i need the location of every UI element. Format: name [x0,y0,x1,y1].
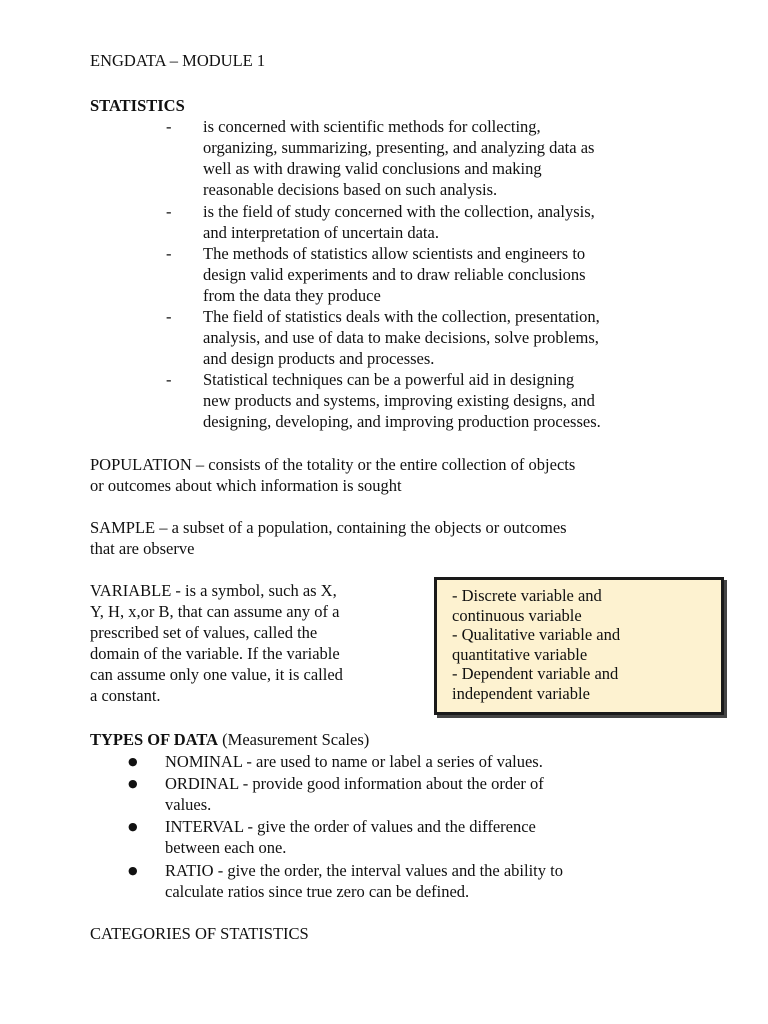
text-line: values. [165,795,212,814]
dash-marker: - [166,202,172,221]
dash-marker: - [166,307,172,326]
callout-line: continuous variable [452,605,582,625]
text-line: between each one. [165,838,287,857]
text-line: NOMINAL - are used to name or label a series of values. [165,752,543,771]
text-line: a constant. [90,686,161,705]
text-line: VARIABLE - is a symbol, such as X, [90,581,337,600]
bullet-icon: ● [128,755,138,768]
statistics-item-text [203,243,713,306]
text-line: new products and systems, improving existing designs, and [203,391,595,410]
variable-types-callout [434,577,724,715]
variable-definition [90,580,420,706]
text-line: is the field of study concerned with the collection, analysis, [203,202,595,221]
text-line: that are observe [90,539,195,558]
text-line: analysis, and use of data to make decisions, solve problems, [203,328,599,347]
bullet-text [165,816,685,858]
text-line: ORDINAL - provide good information about the order of [165,774,544,793]
callout-line: - Discrete variable and [452,586,602,605]
text-line: and design products and processes. [203,349,435,368]
types-of-data-heading [90,729,369,750]
types-of-data-heading-rest: (Measurement Scales) [218,730,370,749]
text-line: design valid experiments and to draw reliable conclusions [203,265,586,284]
population-definition [90,454,730,496]
callout-line: quantitative variable [452,644,588,664]
bullet-text [165,773,685,815]
text-line: well as with drawing valid conclusions and making [203,159,542,178]
sample-definition [90,517,730,559]
text-line: prescribed set of values, called the [90,623,318,642]
callout-line: - Dependent variable and [452,664,619,683]
text-line: The methods of statistics allow scientists and engineers to [203,244,586,263]
statistics-heading: STATISTICS [90,96,185,115]
text-line: calculate ratios since true zero can be defined. [165,882,470,901]
bullet-text [165,751,685,772]
text-line: designing, developing, and improving production processes. [203,412,601,431]
text-line: domain of the variable. If the variable [90,644,340,663]
bullet-text [165,860,685,902]
statistics-item-text [203,116,713,200]
bullet-icon: ● [128,820,138,833]
text-line: and interpretation of uncertain data. [203,223,439,242]
categories-heading: CATEGORIES OF STATISTICS [90,924,309,943]
statistics-item-text [203,306,713,369]
text-line: POPULATION – consists of the totality or the entire collection of objects [90,455,576,474]
text-line: or outcomes about which information is sought [90,476,402,495]
text-line: is concerned with scientific methods for collecting, [203,117,541,136]
callout-line: independent variable [452,683,590,703]
callout-line: - Qualitative variable and [452,625,621,644]
text-line: organizing, summarizing, presenting, and analyzing data as [203,138,595,157]
statistics-item-text [203,369,713,432]
types-of-data-heading-bold: TYPES OF DATA [90,730,219,749]
text-line: Y, H, x,or B, that can assume any of a [90,602,340,621]
bullet-icon: ● [128,777,138,790]
text-line: The field of statistics deals with the collection, presentation, [203,307,600,326]
statistics-item-text [203,201,713,243]
text-line: SAMPLE – a subset of a population, containing the objects or outcomes [90,518,567,537]
module-title: ENGDATA – MODULE 1 [90,51,266,70]
text-line: Statistical techniques can be a powerful aid in designing [203,370,575,389]
text-line: reasonable decisions based on such analysis. [203,180,498,199]
text-line: INTERVAL - give the order of values and the difference [165,817,536,836]
dash-marker: - [166,117,172,136]
text-line: can assume only one value, it is called [90,665,343,684]
text-line: from the data they produce [203,286,381,305]
bullet-icon: ● [128,864,138,877]
dash-marker: - [166,244,172,263]
text-line: RATIO - give the order, the interval values and the ability to [165,861,563,880]
dash-marker: - [166,370,172,389]
